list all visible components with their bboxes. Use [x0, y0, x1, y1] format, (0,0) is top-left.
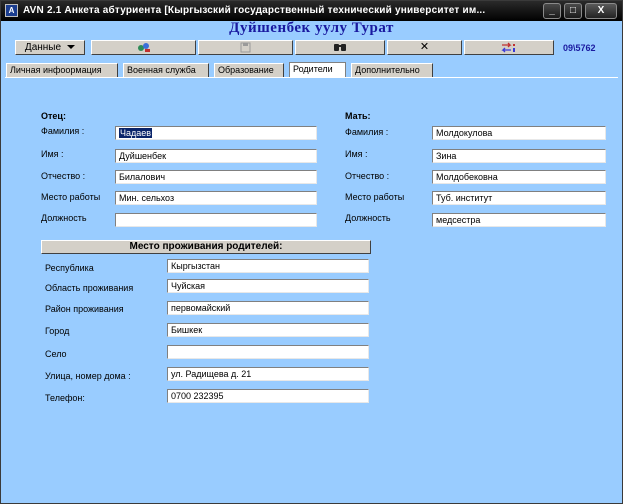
father-patronymic-field[interactable]: Билалович	[115, 170, 317, 184]
tab-divider	[5, 77, 618, 78]
app-icon: A	[5, 4, 18, 17]
region-label: Область проживания	[45, 283, 134, 293]
mother-position-label: Должность	[345, 213, 391, 223]
mother-surname-field[interactable]: Молдокулова	[432, 126, 606, 140]
data-menu-button[interactable]	[15, 40, 85, 55]
residence-section-heading: Место проживания родителей:	[41, 240, 371, 254]
mother-patronymic-label: Отчество :	[345, 171, 390, 181]
tab-military-service[interactable]: Военная служба	[123, 63, 209, 78]
street-field[interactable]: ул. Радищева д. 21	[167, 367, 369, 381]
mother-workplace-label: Место работы	[345, 192, 405, 202]
city-label: Город	[45, 326, 70, 336]
chevron-down-icon	[67, 45, 75, 49]
title-bar	[1, 1, 622, 21]
maximize-button[interactable]: □	[564, 3, 582, 19]
father-name-field[interactable]: Дуйшенбек	[115, 149, 317, 163]
delete-button[interactable]: ✕	[387, 40, 462, 55]
father-position-field[interactable]	[115, 213, 317, 227]
district-field[interactable]: первомайский	[167, 301, 369, 315]
mother-name-field[interactable]: Зина	[432, 149, 606, 163]
village-field[interactable]	[167, 345, 369, 359]
add-record-button[interactable]	[91, 40, 196, 55]
tab-additional[interactable]: Дополнительно	[351, 63, 433, 78]
student-name-heading: Дуйшенбек уулу Турат	[229, 20, 394, 36]
father-surname-field[interactable]	[115, 126, 317, 140]
mother-position-field[interactable]: медсестра	[432, 213, 606, 227]
mother-name-label: Имя :	[345, 149, 368, 159]
republic-label: Республика	[45, 263, 94, 273]
district-label: Район проживания	[45, 304, 124, 314]
father-position-label: Должность	[41, 213, 87, 223]
binoculars-icon	[333, 42, 347, 52]
transfer-button[interactable]	[464, 40, 554, 55]
mother-heading: Мать:	[345, 111, 371, 121]
add-record-icon	[137, 42, 151, 53]
street-label: Улица, номер дома :	[45, 371, 131, 381]
window-title: AVN 2.1 Анкета абтуриента [Кыргызский государственный технический университет им...	[23, 5, 486, 16]
father-surname-value: Чадаев	[120, 128, 152, 138]
republic-field[interactable]: Кыргызстан	[167, 259, 369, 273]
data-menu-label: Данные	[24, 42, 62, 53]
record-number: 09\5762	[563, 43, 596, 53]
close-window-button[interactable]: X	[585, 3, 617, 19]
mother-patronymic-field[interactable]: Молдобековна	[432, 170, 606, 184]
father-surname-label: Фамилия :	[41, 126, 85, 136]
tab-parents[interactable]: Родители	[289, 62, 346, 78]
search-button[interactable]	[295, 40, 385, 55]
region-field[interactable]: Чуйская	[167, 279, 369, 293]
transfer-icon	[501, 42, 517, 53]
father-name-label: Имя :	[41, 149, 64, 159]
father-heading: Отец:	[41, 111, 66, 121]
minimize-button[interactable]: _	[543, 3, 561, 19]
save-icon	[240, 42, 251, 53]
father-workplace-label: Место работы	[41, 192, 101, 202]
father-patronymic-label: Отчество :	[41, 171, 86, 181]
village-label: Село	[45, 349, 67, 359]
mother-surname-label: Фамилия :	[345, 127, 389, 137]
phone-field[interactable]: 0700 232395	[167, 389, 369, 403]
tab-personal-info[interactable]: Личная инфоормация	[6, 63, 118, 78]
city-field[interactable]: Бишкек	[167, 323, 369, 337]
save-button[interactable]	[198, 40, 293, 55]
tab-education[interactable]: Образование	[214, 63, 284, 78]
mother-workplace-field[interactable]: Туб. институт	[432, 191, 606, 205]
father-workplace-field[interactable]: Мин. сельхоз	[115, 191, 317, 205]
phone-label: Телефон:	[45, 393, 85, 403]
